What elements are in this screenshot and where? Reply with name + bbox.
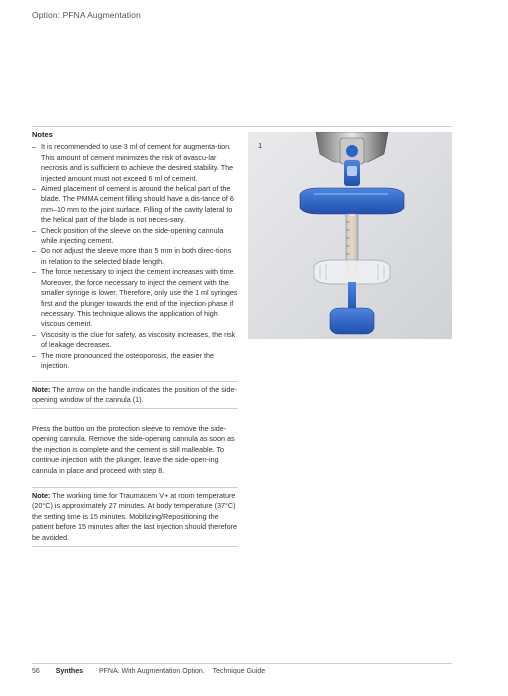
figure-number: 1 (258, 141, 263, 150)
notes-list (32, 142, 238, 371)
list-item: – It is recommended to use 3 ml of cement for augmenta-tion. This amount of cement minimizes the risk of avascu-lar necrosis and is sufficient to achieve the desired stability. The injected amount must not exceed 6 ml of cement. (32, 142, 238, 184)
note-working-time (32, 491, 238, 543)
device-figure (248, 132, 452, 339)
note-text: The working time for Traumacem V+ at room temperature (20°C) is approximately 27 minutes. At body temperature (37°C) the setting time is 15 minutes. Mobilizing/Repositioning the patient before 15 minutes after the last injection should therefore be avoided. (32, 491, 237, 542)
list-item: – Viscosity is the clue for safety, as viscosity increases, the risk of leakage decreases. (32, 330, 238, 351)
document-type: Technique Guide (212, 668, 266, 675)
note-label: Note: (32, 385, 51, 394)
note-arrow-handle (32, 385, 238, 406)
page-footer (32, 668, 279, 675)
brand-name: Synthes (55, 668, 83, 675)
note2-top-divider (32, 487, 238, 488)
list-item: – Check position of the sleeve on the side-opening cannula while injecting cement. (32, 226, 238, 247)
cement-injection-device-illustration (248, 132, 452, 339)
page-header-title: Option: PFNA Augmentation (32, 10, 141, 20)
instruction-text: Press the button on the protection sleeve to remove the side-opening cannula. Remove the side-opening cannula as soon as the injection is complete and the cement is still malleable. To continue injection with the plunger, leave the side-open-ing cannula in place and proceed with step 8. (32, 424, 235, 475)
footer-divider (32, 663, 452, 664)
note-text: The arrow on the handle indicates the position of the side-opening window of the cannula (1). (32, 385, 237, 405)
top-divider (32, 126, 452, 127)
note-label: Note: (32, 491, 51, 500)
page-number: 56 (32, 668, 40, 675)
list-item: – The force necessary to inject the cement increases with time. Moreover, the force necessary to inject the cement with the smaller syringe is lower. Therefore, only use the 1 ml syringes first and the plunger towards the end of the injection phase if necessary. This technique allows the application of high viscous cement. (32, 267, 238, 329)
document-title: PFNA. With Augmentation Option. (98, 668, 205, 675)
list-item: – Do not adjust the sleeve more than 5 mm in both direc-tions in relation to the selected blade length. (32, 246, 238, 267)
notes-title: Notes (32, 130, 53, 139)
note1-divider (32, 408, 238, 409)
instruction-paragraph (32, 424, 238, 476)
note2-bottom-divider (32, 546, 238, 547)
list-item: – The more pronounced the osteoporosis, the easier the injection. (32, 351, 238, 372)
notes-section (32, 130, 238, 371)
notes-divider (32, 381, 238, 382)
list-item: – Aimed placement of cement is around the helical part of the blade. The PMMA cement filling should have a dis-tance of 6 mm–10 mm to the joint surface. Filling of the cavity lateral to the helical part of the blade is not neces-sary. (32, 184, 238, 226)
